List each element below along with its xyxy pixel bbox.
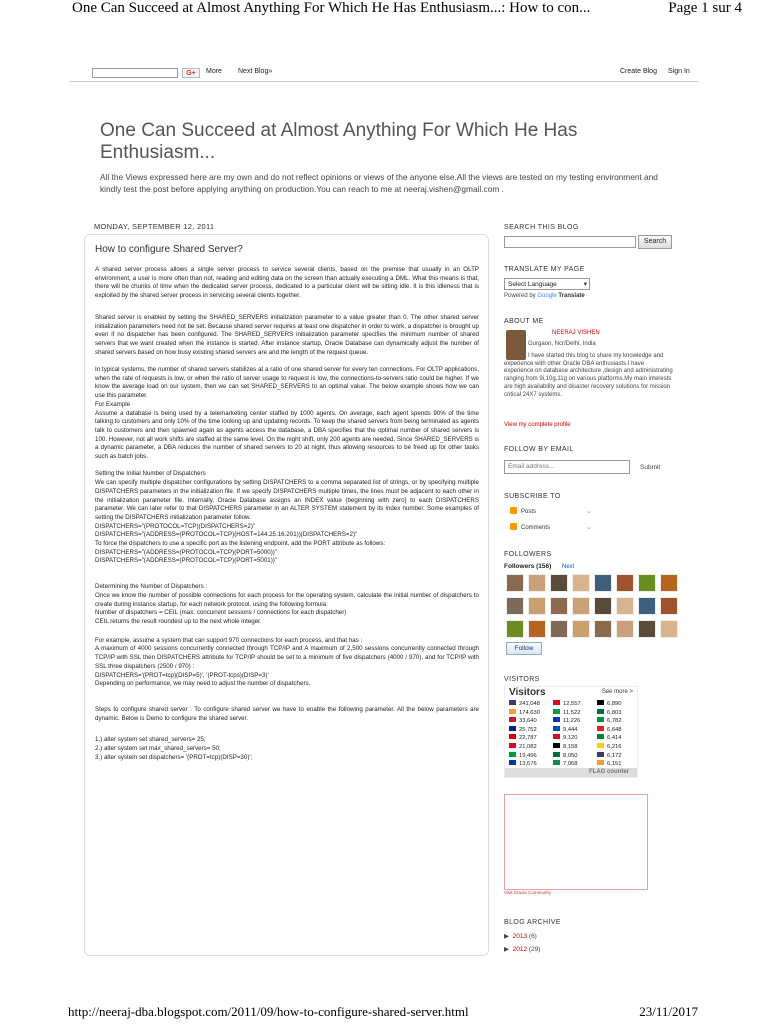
archive-heading: BLOG ARCHIVE bbox=[504, 919, 561, 926]
profile-location: Gurgaon, Ncr/Delhi, India bbox=[528, 341, 596, 347]
follower-avatar[interactable] bbox=[616, 574, 634, 592]
print-url: http://neeraj-dba.blogspot.com/2011/09/how-to-configure-shared-server.html bbox=[68, 1004, 469, 1019]
archive-count: (29) bbox=[528, 946, 541, 953]
visitor-count: 21,082 bbox=[519, 743, 537, 750]
country-flag-icon bbox=[553, 752, 560, 757]
country-flag-icon bbox=[597, 752, 604, 757]
country-flag-icon bbox=[553, 734, 560, 739]
country-flag-icon bbox=[597, 726, 604, 731]
visitor-column-mid bbox=[553, 700, 581, 769]
paragraph: Once we know the number of possible connections for each process for the operating system, calculate the initial number of dispatchers to create during instance startup, for each network protocol, using the following formula: bbox=[95, 591, 479, 608]
email-input[interactable]: Email address... bbox=[504, 460, 630, 474]
country-flag-icon bbox=[509, 709, 516, 714]
visitor-count: 11,522 bbox=[563, 709, 581, 716]
google-plus-button[interactable]: G+ bbox=[182, 68, 200, 78]
visitor-row bbox=[509, 726, 540, 735]
country-flag-icon bbox=[597, 734, 604, 739]
visitor-row bbox=[509, 734, 540, 743]
visitor-row bbox=[509, 717, 540, 726]
about-heading: ABOUT ME bbox=[504, 318, 544, 325]
visitor-count: 8,158 bbox=[563, 743, 578, 750]
follower-avatar[interactable] bbox=[550, 620, 568, 638]
archive-year-link[interactable]: 2013 bbox=[512, 933, 528, 940]
visitor-count: 241,048 bbox=[519, 701, 540, 707]
visitor-row bbox=[597, 700, 622, 709]
paragraph: Assume a database is being used by a telemarketing center staffed by 1000 agents. On average, each agent spends 90% of the time talking to customers and only 10% of the time looking up and updating records. To keep the shared servers from being terminated as agents talk to customers and then spawned again as agents access the database, a DBA specifies that the optimal number of shared servers is 100. However, not all work shifts are staffed at the same level. On the night shift, only 200 agents are needed. Since SHARED_SERVERS is a dynamic parameter, a DBA reduces the number of shared servers to 20 at night, thus allowing resources to be freed up for other tasks such as batch jobs. bbox=[95, 409, 479, 461]
visitor-count: 9,120 bbox=[563, 735, 578, 742]
chevron-down-icon: ⌄ bbox=[586, 508, 592, 515]
archive-year-link[interactable]: 2012 bbox=[512, 946, 528, 953]
formula: Number of dispatchers = CEIL (max. concurrent sessions / connections for each dispatcher) bbox=[95, 609, 347, 617]
print-date: 23/11/2017 bbox=[639, 1004, 698, 1019]
visitor-count: 174,630 bbox=[519, 709, 540, 716]
language-select[interactable] bbox=[504, 278, 590, 290]
paragraph: CEIL returns the result roundest up to the next whole integer. bbox=[95, 617, 262, 625]
submit-button[interactable]: Submit bbox=[640, 464, 661, 471]
create-blog-link[interactable]: Create Blog bbox=[620, 68, 657, 75]
paragraph: We can specify multiple dispatcher configurations by setting DISPATCHERS to a comma separated list of strings, or by specifying multiple DISPATCHERS parameters in the initialization file. If we specify DISPATCHERS multiple times, the lines must be adjacent to each other in the initialization parameter file. Internally, Oracle Database assigns an INDEX value (beginning with zero) to each DISPATCHERS parameter. We can later refer to that DISPATCHERS parameter in an ALTER SYSTEM statement by its index number. Some examples of setting the DISPATCHERS initialization parameter follow. bbox=[95, 479, 479, 521]
blog-description: All the Views expressed here are my own and do not reflect opinions or views of the anyone else.All the views are tested on my testing environment and kindly test the post before applying anything on production.You can reach to me at neeraj.vishen@gmail.com . bbox=[100, 172, 658, 194]
visitor-count: 13,676 bbox=[519, 761, 537, 768]
paragraph: A maximum of 4000 sessions concurrently connected through TCP/IP and A maximum of 2,500 sessions concurrently connected through TCP/IP with SSL then DISPATCHERS attribute for TCP/IP should be set to a minimum of five dispatchers (4000 / 970), and for TCP/IP with SSL three dispatchers (2500 / 970) : bbox=[95, 645, 479, 670]
visitor-column-left bbox=[509, 700, 540, 769]
visitor-row bbox=[597, 717, 622, 726]
follower-avatar[interactable] bbox=[528, 597, 546, 615]
follow-email-heading: FOLLOW BY EMAIL bbox=[504, 446, 574, 453]
country-flag-icon bbox=[553, 709, 560, 714]
visitor-row bbox=[509, 700, 540, 709]
country-flag-icon bbox=[597, 760, 604, 765]
google-logo-text: Google bbox=[537, 293, 557, 299]
visitor-column-right bbox=[597, 700, 622, 769]
paragraph: To force the dispatchers to use a specific port as the listening endpoint, add the PORT attribute as follows: bbox=[95, 540, 386, 548]
country-flag-icon bbox=[553, 743, 560, 748]
visitor-row bbox=[597, 726, 622, 735]
visitors-title: Visitors bbox=[509, 687, 546, 698]
subscribe-comments[interactable] bbox=[510, 523, 592, 535]
follower-avatar[interactable] bbox=[660, 620, 678, 638]
comments-label: Comments bbox=[521, 525, 551, 531]
translate-link[interactable]: Translate bbox=[558, 293, 585, 299]
paragraph: Steps to configure shared server : To configure shared server we have to enable the following parameter. All the below parameters are dynamic. Below is Demo to configure the shared server. bbox=[95, 705, 479, 722]
country-flag-icon bbox=[509, 752, 516, 757]
follower-avatar[interactable] bbox=[616, 597, 634, 615]
follower-avatar[interactable] bbox=[572, 574, 590, 592]
subheading: Setting the Initial Number of Dispatchers bbox=[95, 470, 206, 478]
archive-count: (6) bbox=[528, 933, 537, 940]
country-flag-icon bbox=[553, 717, 560, 722]
follower-avatar[interactable] bbox=[594, 574, 612, 592]
visitor-row bbox=[509, 752, 540, 761]
visitor-row bbox=[553, 734, 581, 743]
visitor-row bbox=[597, 709, 622, 718]
code-line: DISPATCHERS='(PROT=tcp)(DISP=5)', '(PROT-tcps)(DISP=3)' bbox=[95, 671, 269, 679]
archive-year-2012[interactable] bbox=[504, 945, 540, 953]
flag-counter-logo: FLAG counter bbox=[505, 768, 637, 777]
visitor-count: 19,496 bbox=[519, 752, 537, 759]
follower-avatar[interactable] bbox=[638, 597, 656, 615]
country-flag-icon bbox=[509, 734, 516, 739]
visitor-count: 6,648 bbox=[607, 726, 622, 733]
visitor-count: 12,557 bbox=[563, 701, 581, 707]
country-flag-icon bbox=[509, 726, 516, 731]
follower-avatar[interactable] bbox=[660, 574, 678, 592]
visitor-row bbox=[597, 734, 622, 743]
code-line: DISPATCHERS="(ADDRESS=(PROTOCOL=TCP)(HOST=144.25.16.201))(DISPATCHERS=2)" bbox=[95, 531, 358, 539]
follower-avatar[interactable] bbox=[550, 597, 568, 615]
visitor-count: 25,752 bbox=[519, 726, 537, 733]
visitor-row bbox=[597, 743, 622, 752]
visitor-count: 6,782 bbox=[607, 718, 622, 725]
post-container bbox=[84, 234, 489, 956]
flag-counter-widget[interactable] bbox=[504, 686, 638, 778]
visitor-count: 9,444 bbox=[563, 726, 578, 733]
visitor-count: 22,787 bbox=[519, 735, 537, 742]
follower-avatar[interactable] bbox=[572, 620, 590, 638]
paragraph: For Example bbox=[95, 400, 131, 408]
post-body bbox=[95, 266, 479, 762]
country-flag-icon bbox=[553, 726, 560, 731]
powered-by bbox=[504, 293, 585, 299]
paragraph: For example, assume a system that can support 970 connections for each process, and that has : bbox=[95, 636, 363, 644]
follower-avatar[interactable] bbox=[594, 597, 612, 615]
country-flag-icon bbox=[597, 717, 604, 722]
country-flag-icon bbox=[597, 743, 604, 748]
subscribe-posts[interactable] bbox=[510, 507, 592, 519]
profile-bio: I have started this blog to share my knowledge and experience with other Oracle DBA enthusiasts.I have experience on database architecture ,design and administrating ranging from 9i,10g,11g on various platforms.My main interests are high availability and disaster recovery solutions for mission critical 24X7 systems. bbox=[504, 353, 673, 398]
navbar-search-input[interactable] bbox=[92, 68, 178, 78]
follower-avatar[interactable] bbox=[550, 574, 568, 592]
code-line: 3.) alter system set dispatchers= '(PROT=tcp)(DISP=30)'; bbox=[95, 753, 253, 761]
search-heading: SEARCH THIS BLOG bbox=[504, 224, 579, 231]
print-page-number: Page 1 sur 4 bbox=[668, 0, 742, 16]
follower-avatar[interactable] bbox=[506, 574, 524, 592]
chevron-down-icon: ▾ bbox=[583, 281, 587, 288]
visitor-row bbox=[553, 752, 581, 761]
visitor-count: 11,226 bbox=[563, 718, 581, 725]
chevron-down-icon: ⌄ bbox=[586, 524, 592, 531]
oracle-badge-frame[interactable] bbox=[504, 794, 648, 890]
follower-avatar[interactable] bbox=[506, 597, 524, 615]
paragraph: Depending on performance, we may need to adjust the number of dispatchers. bbox=[95, 680, 311, 688]
code-line: 1.) alter system set shared_servers= 25; bbox=[95, 736, 206, 744]
visitor-count: 7,068 bbox=[563, 761, 578, 768]
oracle-community-link[interactable]: Visit Oracle Community bbox=[504, 890, 551, 895]
language-select-value: Select Language bbox=[508, 281, 557, 288]
country-flag-icon bbox=[597, 709, 604, 714]
country-flag-icon bbox=[509, 700, 516, 705]
visitor-row bbox=[553, 726, 581, 735]
follower-avatar[interactable] bbox=[506, 620, 524, 638]
post-title[interactable]: How to configure Shared Server? bbox=[95, 244, 243, 255]
follower-avatar[interactable] bbox=[638, 574, 656, 592]
follower-avatar[interactable] bbox=[660, 597, 678, 615]
visitor-row bbox=[553, 717, 581, 726]
next-blog-link[interactable]: Next Blog» bbox=[238, 68, 273, 75]
blogger-navbar bbox=[70, 64, 698, 82]
paragraph: Shared server is enabled by setting the SHARED_SERVERS initialization parameter to a value greater than 0. The other shared server initialization parameters need not be set. Because shared server requires at least one dispatcher in order to work, a dispatcher is brought up even if no dispatcher has been configured. The SHARED_SERVERS initialization parameter specifies the minimum number of shared servers that we want created when the instance is started. After instance startup, Oracle Database can dynamically adjust the number of shared servers based on how busy existing shared servers are and the length of the request queue. bbox=[95, 313, 479, 356]
follower-avatar[interactable] bbox=[616, 620, 634, 638]
follower-avatar[interactable] bbox=[528, 574, 546, 592]
visitor-count: 6,890 bbox=[607, 701, 622, 707]
powered-text: Powered by bbox=[504, 293, 536, 299]
search-button[interactable]: Search bbox=[638, 235, 672, 249]
expand-arrow-icon[interactable]: ▶ bbox=[504, 946, 509, 953]
country-flag-icon bbox=[509, 743, 516, 748]
blog-title[interactable]: One Can Succeed at Almost Anything For Which He Has Enthusiasm... bbox=[100, 120, 578, 163]
visitors-heading: VISITORS bbox=[504, 676, 540, 683]
rss-icon bbox=[510, 523, 517, 530]
visitor-row bbox=[509, 743, 540, 752]
country-flag-icon bbox=[553, 700, 560, 705]
visitor-count: 6,803 bbox=[607, 709, 622, 716]
more-link[interactable]: More bbox=[206, 68, 222, 75]
country-flag-icon bbox=[597, 700, 604, 705]
paragraph: In typical systems, the number of shared servers stabilizes at a ratio of one shared server for every ten connections. For OLTP applications, when the rate of requests is low, or when the ratio of server usage to request is low, the connections-to-servers ratio could be higher. If we know the average load on our system, then we can set SHARED_SERVERS to an optimal value. The below example shows how we can use this parameter. bbox=[95, 366, 479, 400]
follower-avatar[interactable] bbox=[528, 620, 546, 638]
view-profile-link[interactable]: View my complete profile bbox=[504, 422, 571, 428]
subscribe-heading: SUBSCRIBE TO bbox=[504, 493, 561, 500]
see-more-link[interactable]: See more > bbox=[601, 689, 633, 695]
visitor-row bbox=[509, 709, 540, 718]
code-line: DISPATCHERS="(ADDRESS=(PROTOCOL=TCP)(PORT=5000))" bbox=[95, 548, 278, 556]
visitor-row bbox=[553, 700, 581, 709]
visitor-row bbox=[553, 743, 581, 752]
followers-count: Followers (156) bbox=[504, 563, 552, 570]
blog-search-input[interactable] bbox=[504, 236, 636, 248]
visitor-count: 6,172 bbox=[607, 752, 622, 759]
followers-next-link[interactable]: Next bbox=[562, 564, 575, 570]
visitor-count: 33,640 bbox=[519, 718, 537, 725]
profile-name[interactable]: NEERAJ VISHEN bbox=[552, 330, 600, 336]
print-header bbox=[0, 0, 768, 22]
translate-heading: TRANSLATE MY PAGE bbox=[504, 266, 585, 273]
follower-avatar[interactable] bbox=[638, 620, 656, 638]
country-flag-icon bbox=[509, 760, 516, 765]
subheading: Determining the Number of Dispatchers : bbox=[95, 583, 208, 591]
sign-in-link[interactable]: Sign In bbox=[668, 68, 690, 75]
code-line: DISPATCHERS="(ADDRESS=(PROTOCOL=TCP)(PORT=5001))" bbox=[95, 557, 278, 565]
country-flag-icon bbox=[509, 717, 516, 722]
post-date: MONDAY, SEPTEMBER 12, 2011 bbox=[94, 222, 215, 231]
paragraph: A shared server process allows a single server process to service several clients, based on the premise that usually in an OLTP environment, a user is more often than not, reading and editing data on the screen than actually executing a DML. What this means is that, there will be chunks of time when the dedicated server process, dedicated to a particular client will be sitting idle. It is this idleness that is exploited by the shared server process in servicing several clients together. bbox=[95, 266, 479, 300]
visitor-count: 6,414 bbox=[607, 735, 622, 742]
follower-avatar[interactable] bbox=[572, 597, 590, 615]
visitor-count: 6,151 bbox=[607, 761, 622, 768]
followers-heading: FOLLOWERS bbox=[504, 551, 552, 558]
archive-year-2013[interactable] bbox=[504, 932, 537, 940]
visitor-row bbox=[597, 752, 622, 761]
country-flag-icon bbox=[553, 760, 560, 765]
visitor-row bbox=[553, 709, 581, 718]
rss-icon bbox=[510, 507, 517, 514]
follow-button[interactable]: Follow bbox=[506, 642, 542, 655]
visitor-count: 6,216 bbox=[607, 743, 622, 750]
print-title: One Can Succeed at Almost Anything For Which He Has Enthusiasm...: How to con... bbox=[72, 0, 591, 16]
visitor-count: 8,050 bbox=[563, 752, 578, 759]
code-line: DISPATCHERS="(PROTOCOL=TCP)(DISPATCHERS=2)" bbox=[95, 522, 256, 530]
follower-avatar[interactable] bbox=[594, 620, 612, 638]
posts-label: Posts bbox=[521, 509, 537, 515]
expand-arrow-icon[interactable]: ▶ bbox=[504, 933, 509, 940]
code-line: 2.) alter system set max_shared_servers= 50; bbox=[95, 745, 221, 753]
